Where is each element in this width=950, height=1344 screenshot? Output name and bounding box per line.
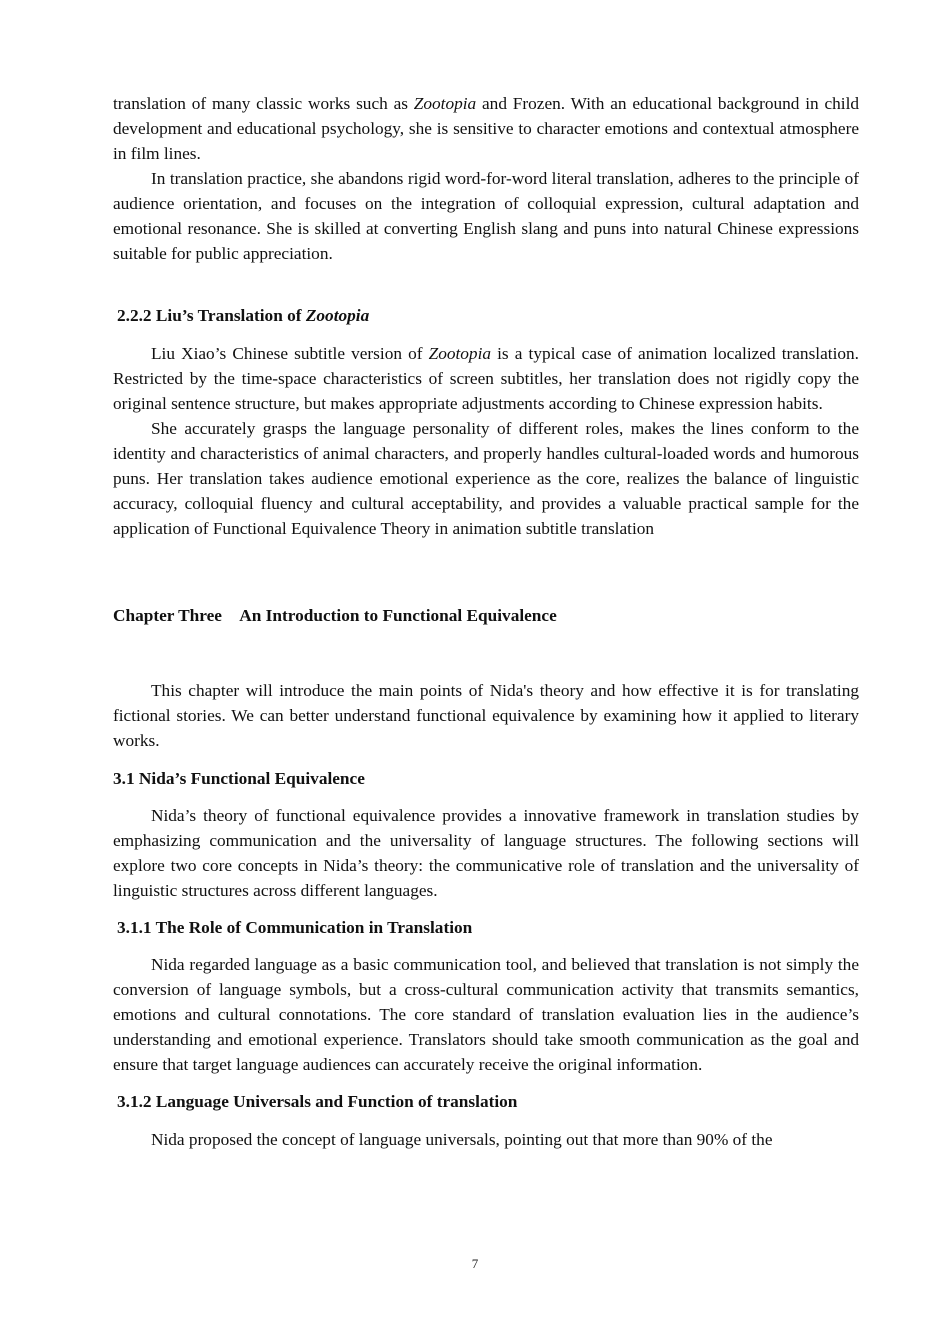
paragraph-5: This chapter will introduce the main points of Nida's theory and how effective it is for translating fictional stories. We can better understand functional equivalence by examining how it applied to literary works. <box>113 681 859 750</box>
italic-title: Zootopia <box>413 94 477 113</box>
paragraph-2: In translation practice, she abandons rigid word-for-word literal translation, adheres to the principle of audience orientation, and focuses on the integration of colloquial expression, cultural adaptation and emotional resonance. She is skilled at converting English slang and puns into natural Chinese expressions suitable for public appreciation. <box>113 169 859 263</box>
paragraph-4: She accurately grasps the language personality of different roles, makes the lines conform to the identity and characteristics of animal characters, and properly handles cultural-loaded words and humorous puns. Her translation takes audience emotional experience as the core, realizes the balance of linguistic accuracy, colloquial fluency and cultural acceptability, and provides a valuable practical sample for the application of Functional Equivalence Theory in animation subtitle translation <box>113 419 859 538</box>
paragraph-7: Nida regarded language as a basic communication tool, and believed that translation is not simply the conversion of language symbols, but a cross-cultural communication activity that transmits semantics, emotions and cultural connotations. The core standard of translation evaluation lies in the audience’s understanding and emotional experience. Translators should take smooth communication as the goal and ensure that target language audiences can accurately receive the original information. <box>113 955 859 1074</box>
italic-title: Zootopia <box>305 306 370 325</box>
paragraph-8: Nida proposed the concept of language universals, pointing out that more than 90% of the <box>151 1130 773 1149</box>
paragraph-3: Liu Xiao’s Chinese subtitle version of Zootopia is a typical case of animation localized translation. Restricted by the time-space characteristics of screen subtitles, her translation does not rigidly copy the original sentence structure, but makes appropriate adjustments according to Chinese expression habits. <box>113 344 859 413</box>
section-heading-3-1-2: 3.1.2 Language Universals and Function of translation <box>117 1092 518 1111</box>
chapter-title: Chapter Three An Introduction to Functional Equivalence <box>113 606 557 625</box>
section-heading-2-2-2: 2.2.2 Liu’s Translation of Zootopia <box>117 306 370 325</box>
paragraph-6: Nida’s theory of functional equivalence provides a innovative framework in translation studies by emphasizing communication and the universality of language structures. The following sections will explore two core concepts in Nida’s theory: the communicative role of translation and the universality of linguistic structures across different languages. <box>113 806 859 900</box>
document-page <box>113 0 859 1152</box>
italic-title: Zootopia <box>428 344 492 363</box>
paragraph-1: translation of many classic works such as Zootopia and Frozen. With an educational background in child development and educational psychology, she is sensitive to character emotions and contextual atmosphere in film lines. <box>113 94 860 163</box>
page-number: 7 <box>471 1256 479 1271</box>
section-heading-3-1-1: 3.1.1 The Role of Communication in Translation <box>117 918 473 937</box>
section-heading-3-1: 3.1 Nida’s Functional Equivalence <box>113 769 365 788</box>
